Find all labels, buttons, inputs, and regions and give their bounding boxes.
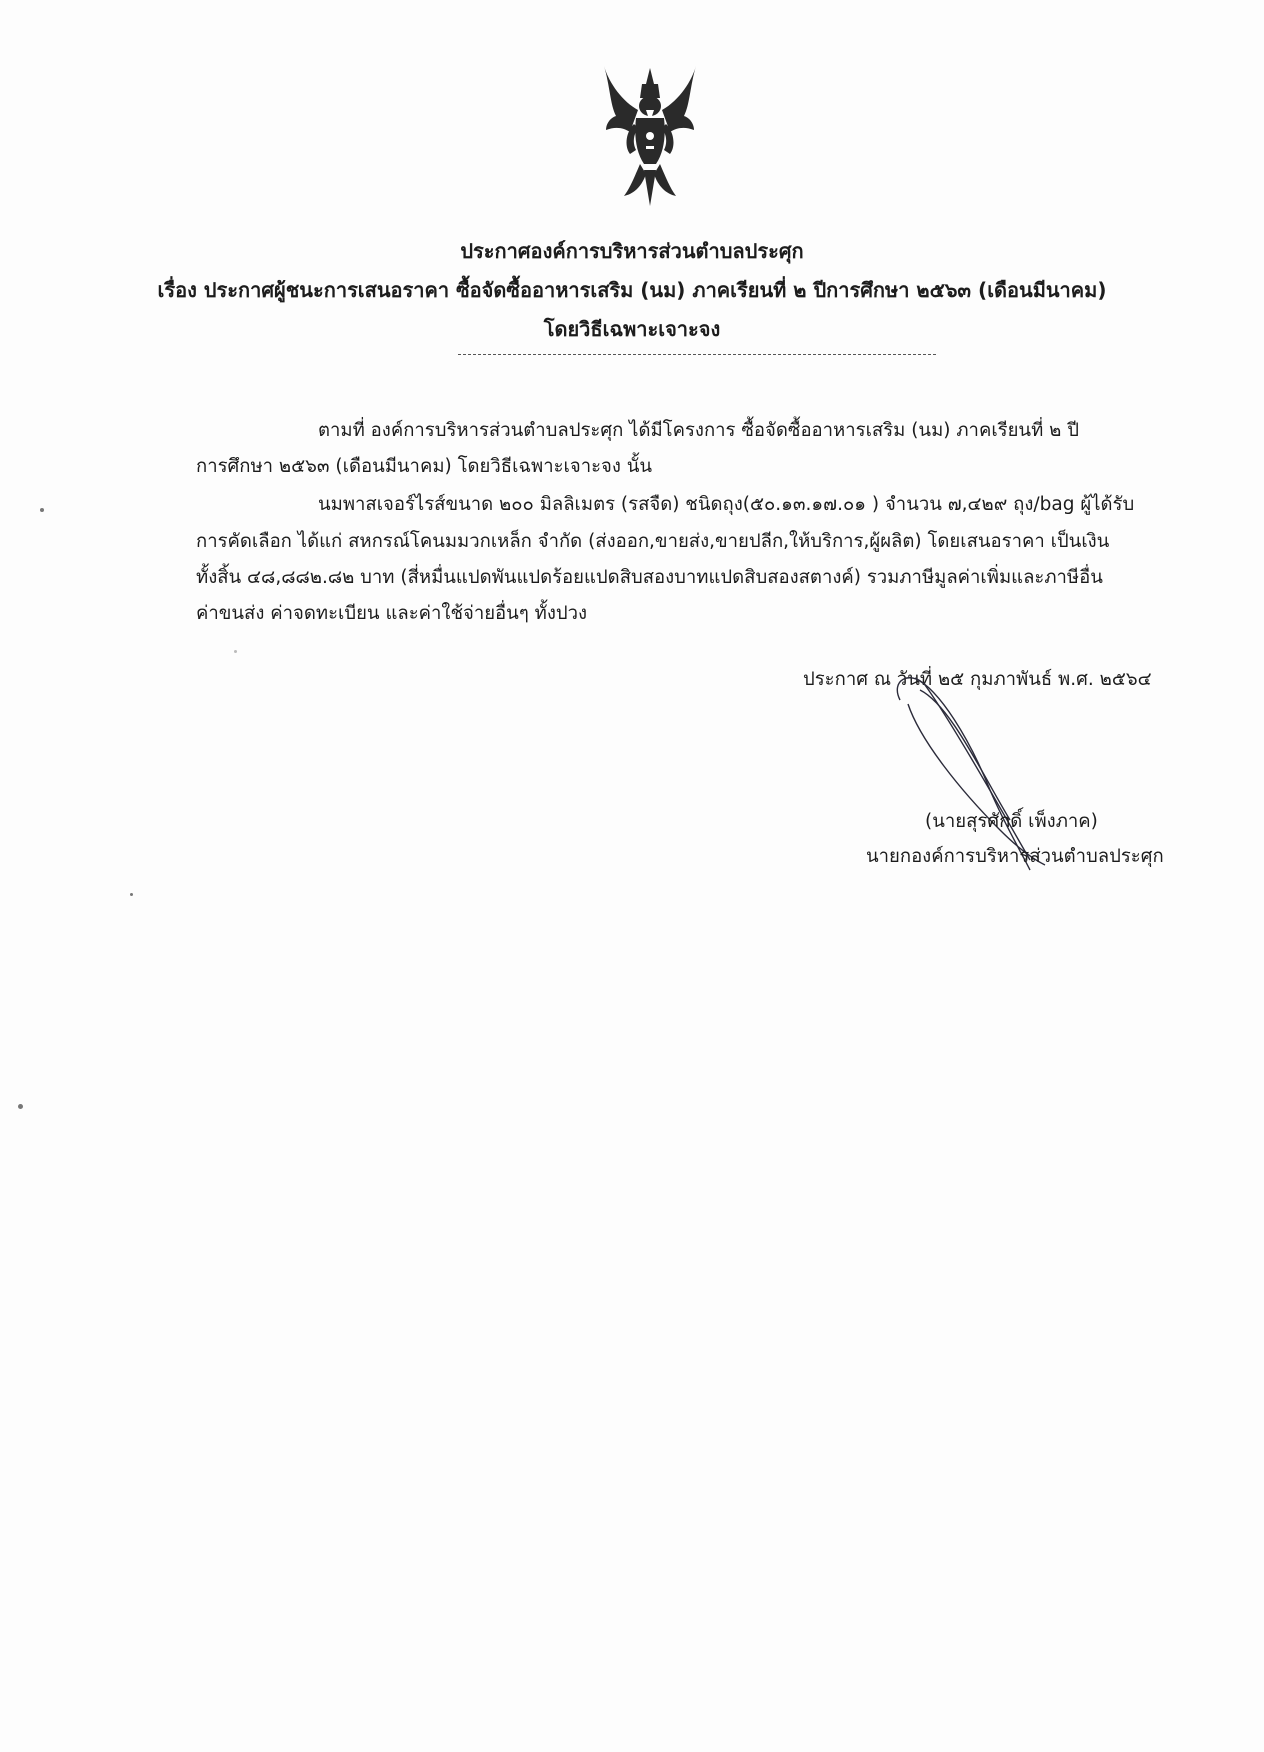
- procurement-method: โดยวิธีเฉพาะเจาะจง: [543, 317, 721, 341]
- body-paragraph-2-line-4: ค่าขนส่ง ค่าจดทะเบียน และค่าใช้จ่ายอื่นๆ ทั้งปวง: [196, 603, 588, 624]
- scan-speck: [40, 508, 44, 512]
- body-paragraph-2-line-2: การคัดเลือก ได้แก่ สหกรณ์โคนมมวกเหล็ก จำกัด (ส่งออก,ขายส่ง,ขายปลีก,ให้บริการ,ผู้ผลิต) โดยเสนอราคา เป็นเงิน: [196, 531, 1110, 552]
- body-paragraph-1-line-1: ตามที่ องค์การบริหารส่วนตำบลประศุก ได้มีโครงการ ซื้อจัดซื้ออาหารเสริม (นม) ภาคเรียนที่ ๒ ปี: [318, 420, 1079, 441]
- header-divider: [458, 354, 936, 355]
- body-paragraph-2-line-3: ทั้งสิ้น ๔๘,๘๘๒.๘๒ บาท (สี่หมื่นแปดพันแปดร้อยแปดสิบสองบาทแปดสิบสองสตางค์) รวมภาษีมูลค่าเพิ่มและภาษีอื่น: [196, 567, 1103, 588]
- signer-title: นายกองค์การบริหารส่วนตำบลประศุก: [866, 846, 1164, 867]
- signer-name: (นายสุรศักดิ์ เพ็งภาค): [925, 811, 1098, 832]
- body-paragraph-1-line-2: การศึกษา ๒๕๖๓ (เดือนมีนาคม) โดยวิธีเฉพาะเจาะจง นั้น: [196, 456, 653, 477]
- garuda-emblem-icon: [600, 60, 700, 210]
- announcement-subject: เรื่อง ประกาศผู้ชนะการเสนอราคา ซื้อจัดซื้ออาหารเสริม (นม) ภาคเรียนที่ ๒ ปีการศึกษา ๒๕๖๓ (เดือนมีนาคม): [157, 278, 1107, 302]
- announcement-date: ประกาศ ณ วันที่ ๒๕ กุมภาพันธ์ พ.ศ. ๒๕๖๔: [803, 669, 1152, 690]
- scan-speck: [18, 1104, 23, 1109]
- scan-speck: [130, 893, 133, 896]
- announcement-title: ประกาศองค์การบริหารส่วนตำบลประศุก: [460, 239, 804, 263]
- scan-speck: [234, 650, 237, 653]
- body-paragraph-2-line-1: นมพาสเจอร์ไรส์ขนาด ๒๐๐ มิลลิเมตร (รสจืด) ชนิดถุง(๕๐.๑๓.๑๗.๐๑ ) จำนวน ๗,๔๒๙ ถุง/bag ผู้ได้รับ: [318, 494, 1135, 515]
